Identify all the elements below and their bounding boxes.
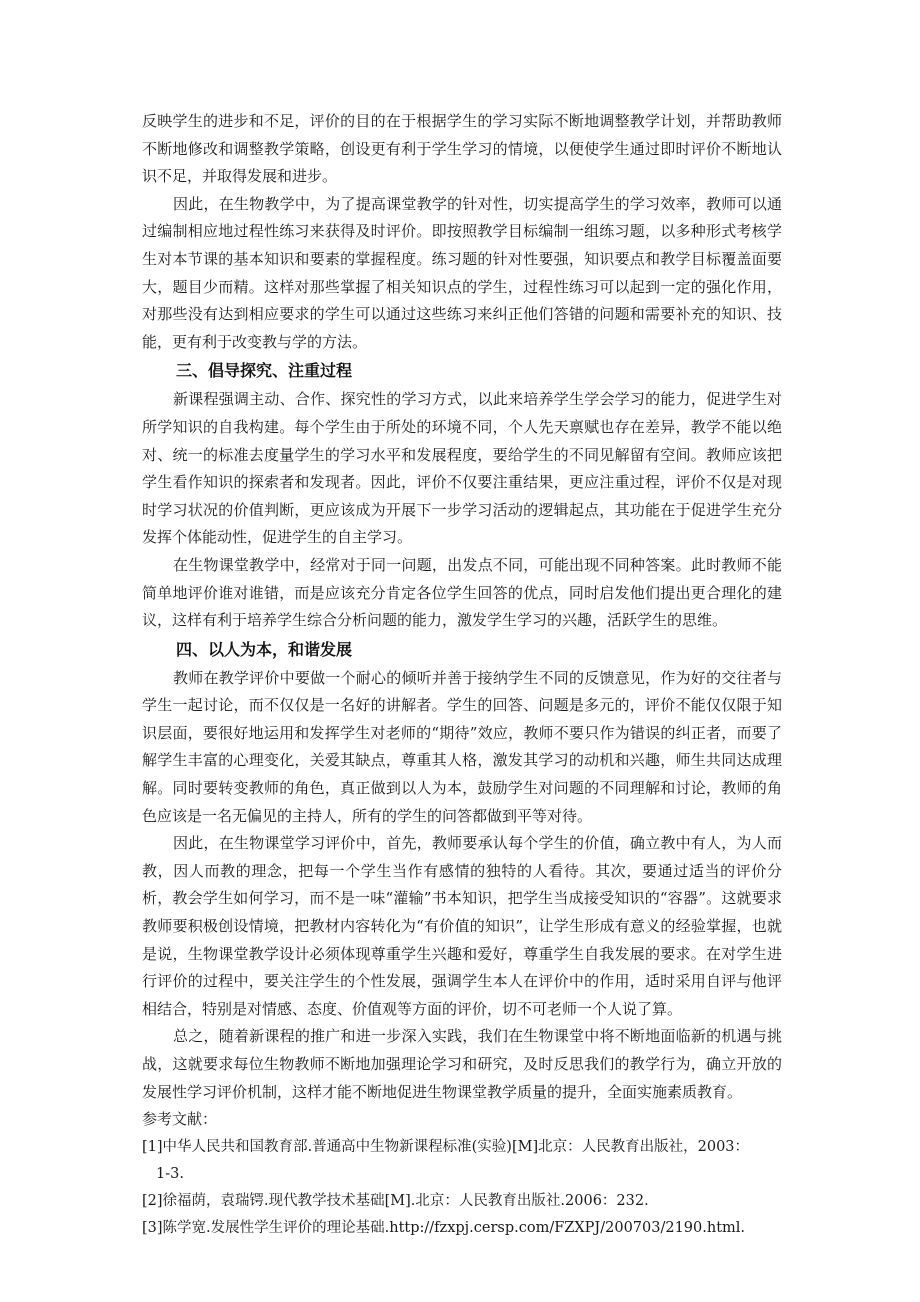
body-paragraph: 反映学生的进步和不足，评价的目的在于根据学生的学习实际不断地调整教学计划，并帮助教师不断地修改和调整教学策略，创设更有利于学生学习的情境，以便使学生通过即时评价不断地认识不足，并取得发展和进步。 [142, 112, 782, 186]
reference-text: [2]徐福荫，袁瑞锷.现代教学技术基础[M].北京：人民教育出版社.2006：232. [142, 1192, 649, 1209]
reference-item [142, 1134, 782, 1188]
reference-continuation: 1-3. [156, 1165, 184, 1182]
reference-item [142, 1188, 782, 1215]
body-paragraph: 因此，在生物课堂学习评价中，首先，教师要承认每个学生的价值，确立教中有人，为人而教，因人而教的理念，把每一个学生当作有感情的独特的人看待。其次，要通过适当的评价分析，教会学生如何学习，而不是一味“灌输”书本知识，把学生当成接受知识的“容器”。这就要求教师要积极创设情境，把教材内容转化为“有价值的知识”，让学生形成有意义的经验掌握，也就是说，生物课堂教学设计必须体现尊重学生兴趣和爱好，尊重学生自我发展的要求。在对学生进行评价的过程中，要关注学生的个性发展，强调学生本人在评价中的作用，适时采用自评与他评相结合，特别是对情感、态度、价值观等方面的评价，切不可老师一个人说了算。 [142, 834, 782, 1018]
reference-text: [1]中华人民共和国教育部.普通高中生物新课程标准(实验)[M]北京：人民教育出版社，2003： [142, 1138, 750, 1155]
section-heading: 四、以人为本，和谐发展 [176, 639, 353, 659]
references-title: 参考文献： [142, 1110, 218, 1129]
reference-text: [3]陈学宽.发展性学生评价的理论基础.http://fzxpj.cersp.com/FZXPJ/200703/2190.html. [142, 1219, 746, 1236]
section-heading: 三、倡导探究、注重过程 [176, 361, 353, 381]
document-page [142, 108, 782, 1242]
body-paragraph: 因此，在生物教学中，为了提高课堂教学的针对性，切实提高学生的学习效率，教师可以通过编制相应地过程性练习来获得及时评价。即按照教学目标编制一组练习题，以多种形式考核学生对本节课的基本知识和要素的掌握程度。练习题的针对性要强，知识要点和教学目标覆盖面要大，题目少而精。这样对那些掌握了相关知识点的学生，过程性练习可以起到一定的强化作用，对那些没有达到相应要求的学生可以通过这些练习来纠正他们答错的问题和需要补充的知识、技能，更有利于改变教与学的方法。 [142, 194, 782, 351]
reference-item [142, 1215, 782, 1242]
body-paragraph: 总之，随着新课程的推广和进一步深入实践，我们在生物课堂中将不断地面临新的机遇与挑战，这就要求每位生物教师不断地加强理论学习和研究，及时反思我们的教学行为，确立开放的发展性学习评价机制，这样才能不断地促进生物课堂教学质量的提升，全面实施素质教育。 [142, 1027, 782, 1101]
body-paragraph: 新课程强调主动、合作、探究性的学习方式，以此来培养学生学会学习的能力，促进学生对所学知识的自我构建。每个学生由于所处的环境不同，个人先天禀赋也存在差异，教学不能以绝对、统一的标准去度量学生的学习水平和发展程度，要给学生的不同见解留有空间。教师应该把学生看作知识的探索者和发现者。因此，评价不仅要注重结果，更应注重过程，评价不仅是对现时学习状况的价值判断，更应该成为开展下一步学习活动的逻辑起点，其功能在于促进学生充分发挥个体能动性，促进学生的自主学习。 [142, 390, 782, 547]
body-paragraph: 在生物课堂教学中，经常对于同一问题，出发点不同，可能出现不同种答案。此时教师不能简单地评价谁对谁错，而是应该充分肯定各位学生回答的优点，同时启发他们提出更合理化的建议，这样有利于培养学生综合分析问题的能力，激发学生学习的兴趣，活跃学生的思维。 [142, 555, 782, 630]
body-paragraph: 教师在教学评价中要做一个耐心的倾听并善于接纳学生不同的反馈意见，作为好的交往者与学生一起讨论，而不仅仅是一名好的讲解者。学生的回答、问题是多元的，评价不能仅仅限于知识层面，要很好地运用和发挥学生对老师的“期待”效应，教师不要只作为错误的纠正者，而要了解学生丰富的心理变化，关爱其缺点，尊重其人格，激发其学习的动机和兴趣，师生共同达成理解。同时要转变教师的角色，真正做到以人为本，鼓励学生对问题的不同理解和讨论，教师的角色应该是一名无偏见的主持人，所有的学生的问答都做到平等对待。 [142, 668, 782, 825]
